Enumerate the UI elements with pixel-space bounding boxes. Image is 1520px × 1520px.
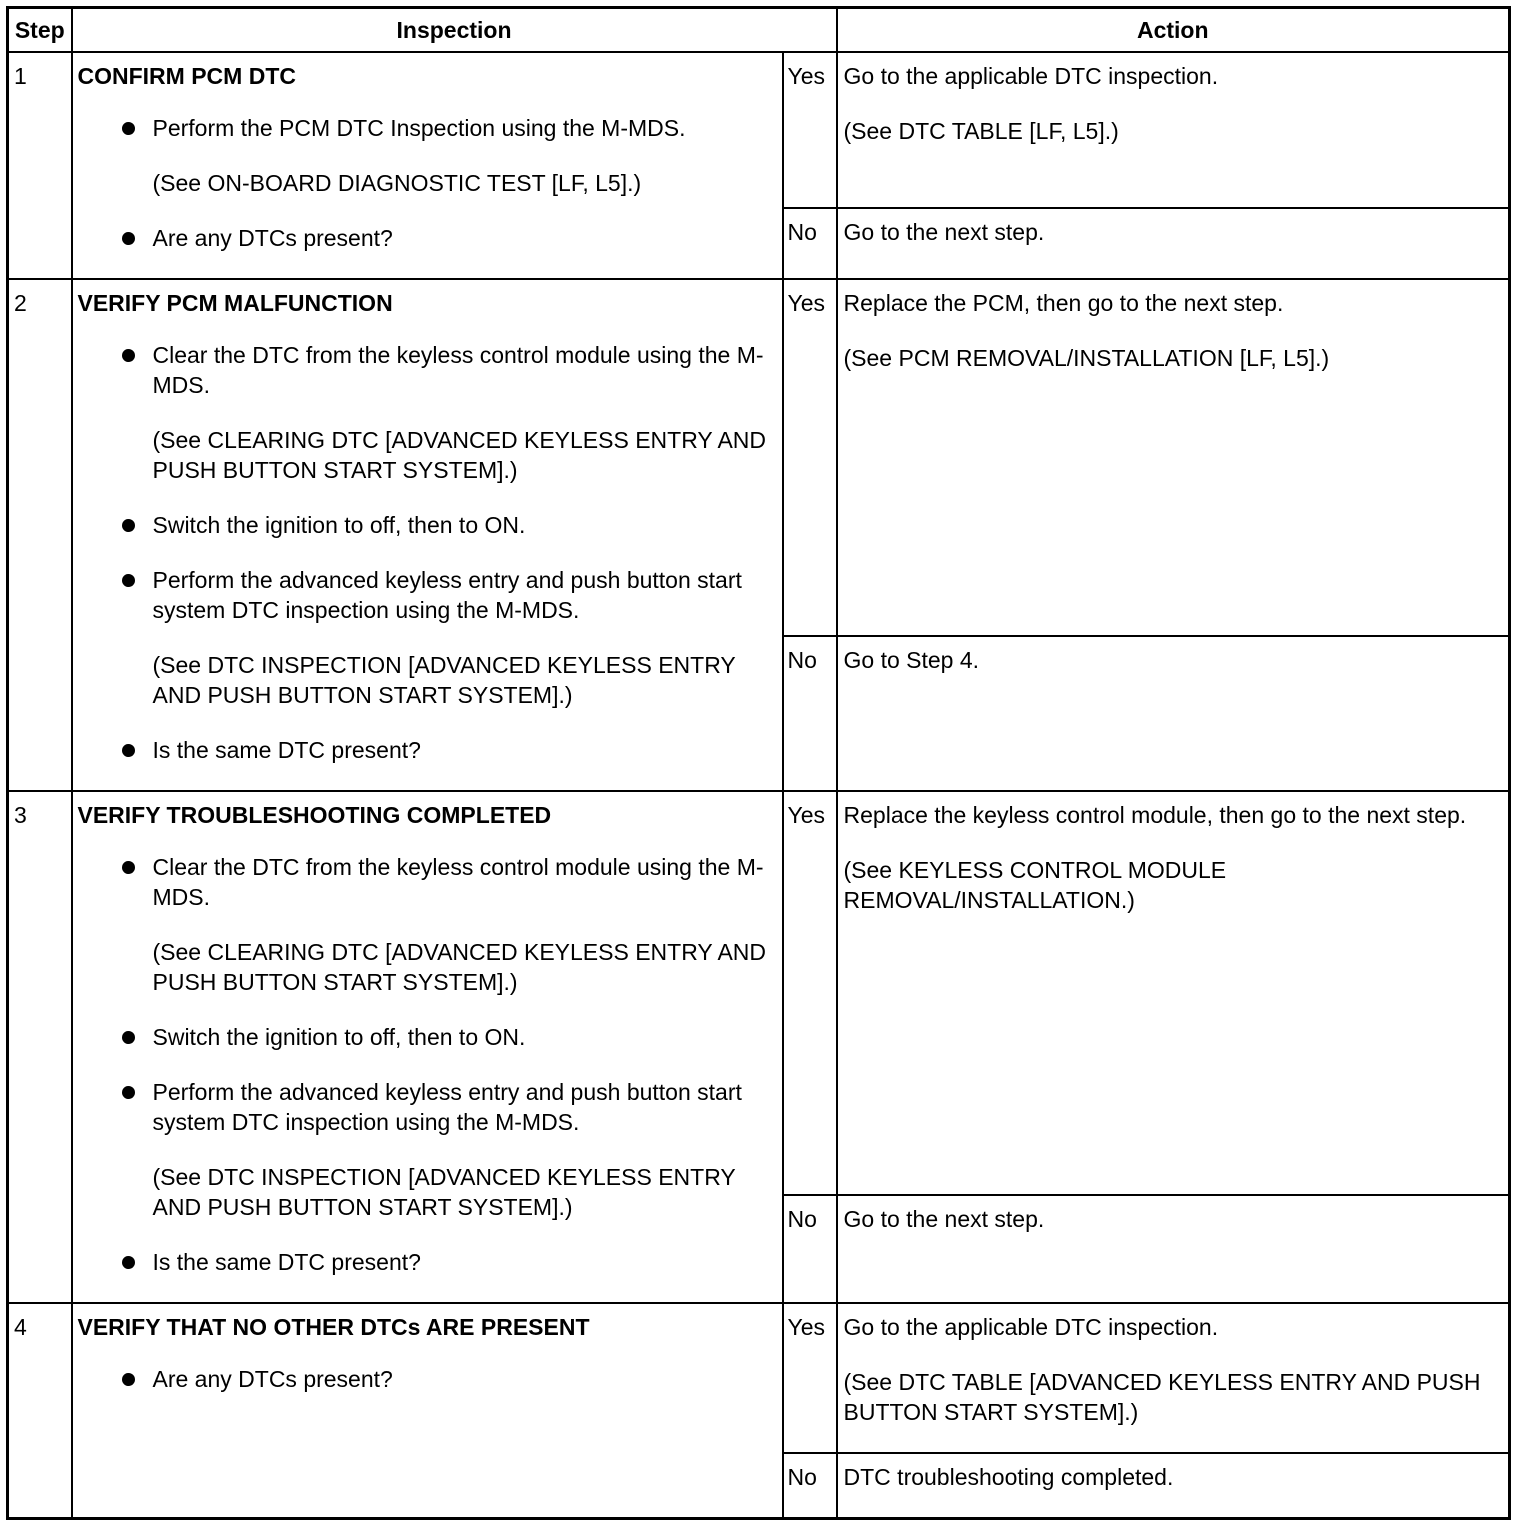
inspection-column-header: Inspection — [72, 8, 837, 53]
bullet-text: Is the same DTC present? — [152, 1249, 421, 1275]
bullet-text: Switch the ignition to off, then to ON. — [152, 512, 526, 538]
no-label: No — [783, 1453, 837, 1519]
yes-label: Yes — [783, 1303, 837, 1453]
table-body — [8, 52, 1510, 1519]
inspection-bullet-item — [153, 565, 777, 710]
inspection-bullet-item — [153, 113, 777, 198]
action-column-header: Action — [837, 8, 1510, 53]
action-text: Replace the keyless control module, then go to the next step. — [843, 802, 1467, 828]
bullet-text: Perform the advanced keyless entry and push button start system DTC inspection using the M-MDS. — [152, 1079, 742, 1135]
bullet-text: Is the same DTC present? — [152, 737, 421, 763]
inspection-cell — [72, 52, 783, 279]
yes-action-cell — [837, 1303, 1510, 1453]
yes-label: Yes — [783, 279, 837, 636]
step-row-yes — [8, 52, 1510, 208]
no-action-cell — [837, 208, 1510, 279]
inspection-bullet-item — [153, 223, 777, 253]
bullet-text: Are any DTCs present? — [152, 225, 393, 251]
step-number: 4 — [8, 1303, 72, 1519]
dtc-troubleshooting-table — [6, 6, 1511, 1520]
bullet-reference: (See CLEARING DTC [ADVANCED KEYLESS ENTRY AND PUSH BUTTON START SYSTEM].) — [152, 939, 767, 995]
yes-label: Yes — [783, 791, 837, 1195]
step-row-yes — [8, 1303, 1510, 1453]
yes-action-cell — [837, 52, 1510, 208]
action-text: Go to Step 4. — [843, 646, 980, 673]
action-text: Go to the next step. — [843, 219, 1045, 246]
action-text: (See DTC TABLE [LF, L5].) — [843, 118, 1119, 144]
no-action-cell — [837, 1195, 1510, 1303]
yes-label: Yes — [783, 52, 837, 208]
inspection-bullet-list — [78, 852, 777, 1277]
inspection-title: CONFIRM PCM DTC — [77, 63, 296, 89]
action-text: Go to the applicable DTC inspection. — [843, 1314, 1219, 1340]
inspection-bullet-list — [78, 1364, 777, 1394]
bullet-text: Clear the DTC from the keyless control module using the M-MDS. — [152, 342, 764, 398]
bullet-text: Switch the ignition to off, then to ON. — [152, 1024, 526, 1050]
step-column-header: Step — [8, 8, 72, 53]
bullet-reference: (See DTC INSPECTION [ADVANCED KEYLESS ENTRY AND PUSH BUTTON START SYSTEM].) — [152, 1164, 736, 1220]
action-text: (See PCM REMOVAL/INSTALLATION [LF, L5].) — [843, 345, 1330, 371]
bullet-reference: (See CLEARING DTC [ADVANCED KEYLESS ENTRY AND PUSH BUTTON START SYSTEM].) — [152, 427, 767, 483]
inspection-bullet-item — [153, 1247, 777, 1277]
inspection-bullet-item — [153, 340, 777, 485]
inspection-title: VERIFY PCM MALFUNCTION — [77, 290, 393, 316]
inspection-bullet-list — [78, 113, 777, 253]
inspection-bullet-item — [153, 1077, 777, 1222]
step-number: 1 — [8, 52, 72, 279]
no-label: No — [783, 636, 837, 791]
bullet-text: Perform the advanced keyless entry and push button start system DTC inspection using the M-MDS. — [152, 567, 742, 623]
step-row-yes — [8, 279, 1510, 636]
step-number: 3 — [8, 791, 72, 1303]
step-row-yes — [8, 791, 1510, 1195]
no-label: No — [783, 208, 837, 279]
inspection-cell — [72, 1303, 783, 1519]
no-label: No — [783, 1195, 837, 1303]
inspection-bullet-list — [78, 340, 777, 765]
bullet-reference: (See DTC INSPECTION [ADVANCED KEYLESS ENTRY AND PUSH BUTTON START SYSTEM].) — [152, 652, 736, 708]
yes-action-cell — [837, 791, 1510, 1195]
action-text: DTC troubleshooting completed. — [843, 1464, 1174, 1490]
yes-action-cell — [837, 279, 1510, 636]
inspection-bullet-item — [153, 735, 777, 765]
action-text: Go to the applicable DTC inspection. — [843, 63, 1219, 89]
inspection-cell — [72, 791, 783, 1303]
bullet-text: Clear the DTC from the keyless control module using the M-MDS. — [152, 854, 764, 910]
inspection-bullet-item — [153, 1022, 777, 1052]
inspection-cell — [72, 279, 783, 791]
action-text: (See KEYLESS CONTROL MODULE REMOVAL/INSTALLATION.) — [843, 857, 1227, 913]
dtc-troubleshooting-document — [6, 6, 1508, 1490]
no-action-cell — [837, 636, 1510, 791]
inspection-bullet-item — [153, 852, 777, 997]
inspection-title: VERIFY THAT NO OTHER DTCs ARE PRESENT — [77, 1314, 590, 1340]
action-text: (See DTC TABLE [ADVANCED KEYLESS ENTRY AND PUSH BUTTON START SYSTEM].) — [843, 1369, 1481, 1425]
inspection-bullet-item — [153, 1364, 777, 1394]
bullet-text: Perform the PCM DTC Inspection using the M-MDS. — [152, 115, 686, 141]
inspection-title: VERIFY TROUBLESHOOTING COMPLETED — [77, 802, 552, 828]
table-header-row — [8, 8, 1510, 53]
bullet-text: Are any DTCs present? — [152, 1366, 393, 1392]
no-action-cell — [837, 1453, 1510, 1519]
inspection-bullet-item — [153, 510, 777, 540]
step-number: 2 — [8, 279, 72, 791]
action-text: Go to the next step. — [843, 1205, 1045, 1232]
bullet-reference: (See ON-BOARD DIAGNOSTIC TEST [LF, L5].) — [152, 170, 642, 196]
action-text: Replace the PCM, then go to the next step. — [843, 290, 1284, 316]
